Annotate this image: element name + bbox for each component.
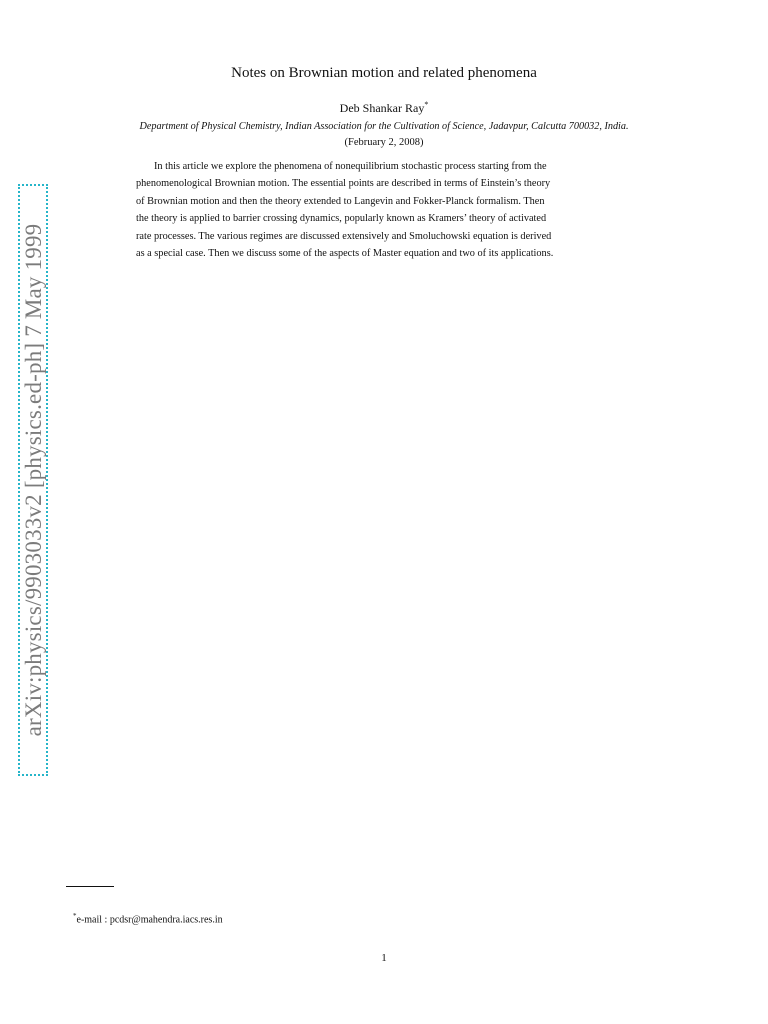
abstract: [136, 158, 638, 262]
date: (February 2, 2008): [344, 137, 424, 148]
abstract-line: as a special case. Then we discuss some of the aspects of Master equation and two of its applications.: [136, 248, 554, 260]
arxiv-stamp-text[interactable]: arXiv:physics/9903033v2 [physics.ed-ph] 7 May 1999: [21, 223, 46, 737]
author-footnote-mark[interactable]: *: [424, 100, 429, 109]
author-name: Deb Shankar Ray: [339, 101, 425, 115]
author-line: [0, 100, 768, 116]
paper-title: Notes on Brownian motion and related phenomena: [231, 65, 537, 81]
abstract-line: phenomenological Brownian motion. The essential points are described in terms of Einstein’s theory: [136, 178, 551, 190]
abstract-line: the theory is applied to barrier crossing dynamics, popularly known as Kramers’ theory of activated: [136, 213, 547, 225]
arxiv-stamp-border: [18, 184, 48, 776]
footnote-mark: *: [73, 912, 77, 920]
abstract-line: of Brownian motion and then the theory extended to Langevin and Fokker-Planck formalism. Then: [136, 195, 545, 207]
abstract-line: rate processes. The various regimes are discussed extensively and Smoluchowski equation is derived: [136, 230, 552, 242]
abstract-line: In this article we explore the phenomena of nonequilibrium stochastic process starting from the: [154, 161, 547, 172]
affiliation: Department of Physical Chemistry, Indian Association for the Cultivation of Science, Jadavpur, Calcutta 700032, India.: [139, 121, 629, 132]
footnote-divider: [66, 886, 114, 887]
footnote: [73, 912, 223, 925]
page-number: 1: [381, 952, 387, 964]
footnote-email[interactable]: e-mail : pcdsr@mahendra.iacs.res.in: [76, 914, 223, 926]
